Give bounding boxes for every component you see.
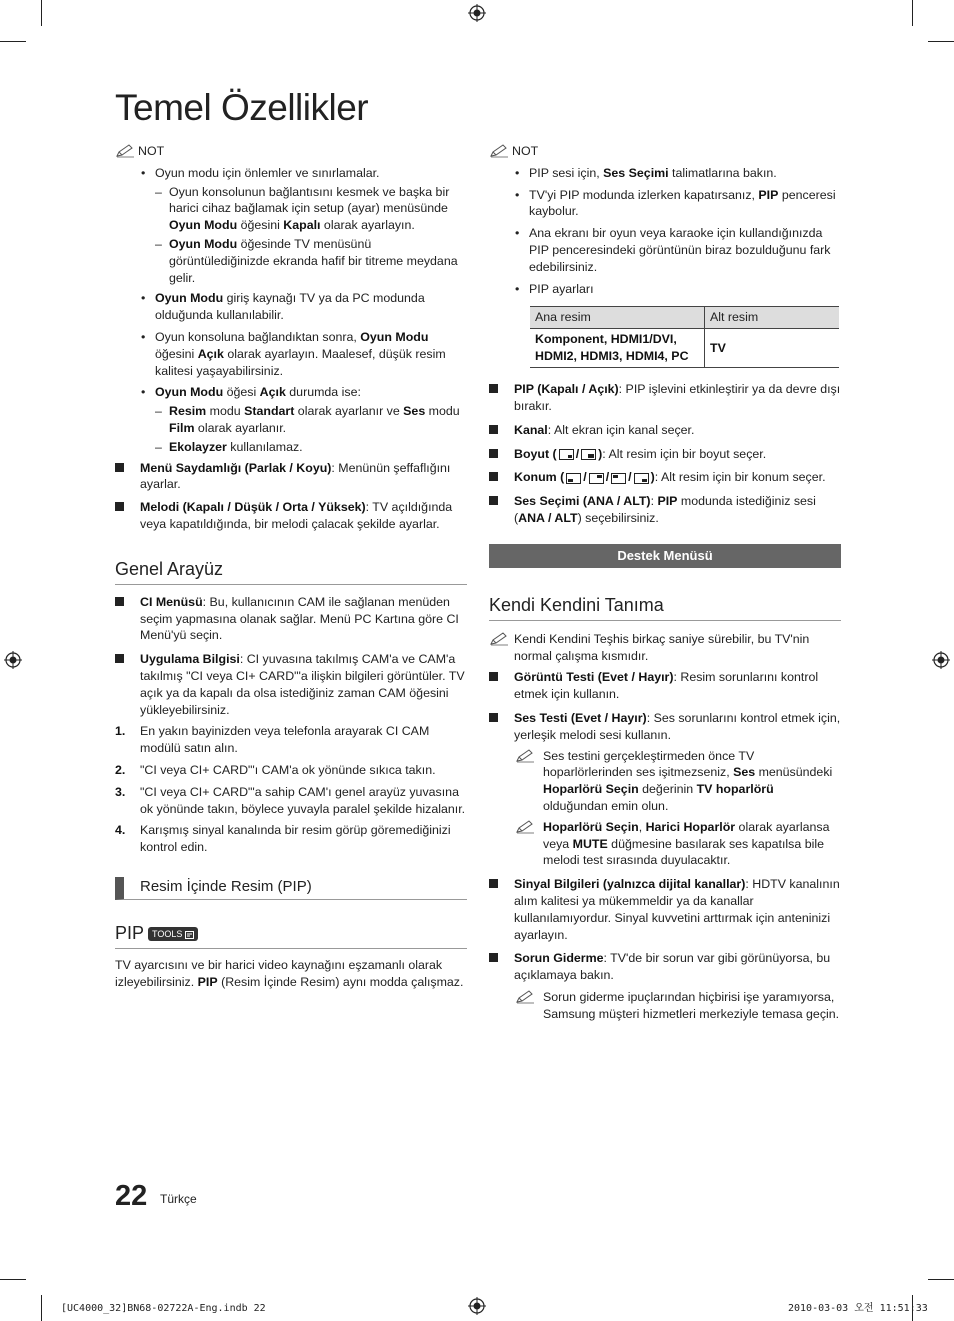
crop-mark <box>912 0 913 26</box>
position-top-right-icon <box>589 473 604 484</box>
crop-mark <box>928 41 954 42</box>
table-header: Ana resim <box>530 307 705 329</box>
registration-mark-icon <box>932 651 950 669</box>
list-item: Ses Seçimi (ANA / ALT): PIP modunda istediğiniz sesi (ANA / ALT) seçebilirsiniz. <box>489 493 841 527</box>
crop-mark <box>41 0 42 26</box>
list-item: 1. En yakın bayinizden veya telefonla arayarak CI CAM modülü satın alın. <box>115 724 430 756</box>
note-label: NOT <box>512 144 539 158</box>
tools-badge: TOOLS <box>148 927 198 941</box>
list-item: – Resim modu Standart olarak ayarlanır ve Ses modu Film olarak ayarlanır. <box>155 404 460 435</box>
table-header: Alt resim <box>705 307 840 329</box>
size-small-icon <box>559 449 574 460</box>
position-top-left-icon <box>611 473 626 484</box>
pip-settings-table <box>530 306 839 368</box>
table-cell: TV <box>705 329 840 368</box>
list-item: Sorun Giderme: TV'de bir sorun var gibi görünüyorsa, bu açıklamaya bakın. <box>489 950 841 984</box>
note-item: Kendi Kendini Teşhis birkaç saniye sürebilir, bu TV'nin normal çalışma kısmıdır. <box>489 631 841 665</box>
list-item: Melodi (Kapalı / Düşük / Orta / Yüksek): TV açıldığında veya kapatıldığında, bir melodi çalacak şekilde ayarlar. <box>115 499 467 533</box>
list-item: • Oyun Modu giriş kaynağı TV ya da PC modunda olduğunda kullanılabilir. <box>141 291 425 323</box>
list-item: • PIP sesi için, Ses Seçimi talimatlarına bakın. <box>515 165 777 180</box>
language-label: Türkçe <box>160 1192 197 1206</box>
crop-mark <box>0 41 26 42</box>
list-item: CI Menüsü: Bu, kullanıcının CAM ile sağlanan menüden seçim yapmasına olanak sağlar. Menü PC Kartına göre CI Menü'yü seçin. <box>115 594 467 644</box>
list-item: Boyut ( / ): Alt resim için bir boyut seçer. <box>489 446 841 463</box>
list-item: Kanal: Alt ekran için kanal seçer. <box>489 422 841 439</box>
pencil-note-icon <box>489 144 509 158</box>
registration-mark-icon <box>4 651 22 669</box>
list-item: – Ekolayzer kullanılamaz. <box>155 439 303 454</box>
list-item: Sinyal Bilgileri (yalnızca dijital kanallar): HDTV kanalının alım kalitesi ya mükemmeldir ya da kanallar kullanılamıyordur. Sinyal kuvvetini arttırmak için anteninizi ayarlayın. <box>489 876 841 943</box>
table-row <box>530 329 839 368</box>
pencil-note-icon <box>489 632 509 646</box>
pip-description: TV ayarcısını ve bir harici video kaynağını eşzamanlı olarak izleyebilirsiniz. PIP (Resim İçinde Resim) aynı modda çalışmaz. <box>115 957 464 989</box>
note-item: Ses testini gerçekleştirmeden önce TV hoparlörlerinden ses işitmezseniz, Ses menüsündeki Hoparlörü Seçin değerinin TV hoparlörü olduğundan emin olun. <box>489 748 841 815</box>
position-bottom-right-icon <box>634 473 649 484</box>
registration-mark-icon <box>468 1297 486 1315</box>
registration-mark-icon <box>468 4 486 22</box>
section-heading-kendi-kendini-tanima: Kendi Kendini Tanıma <box>489 594 841 621</box>
note-label: NOT <box>138 144 165 158</box>
list-item: Görüntü Testi (Evet / Hayır): Resim sorunlarını kontrol etmek için kullanın. <box>489 669 841 703</box>
list-item: – Oyun Modu öğesinde TV menüsünü görüntülediğinizde ekranda hafif bir titreme meydana gelir. <box>155 236 458 285</box>
pencil-note-icon <box>115 144 135 158</box>
left-column <box>115 143 467 990</box>
list-item: PIP (Kapalı / Açık): PIP işlevini etkinleştirir ya da devre dışı bırakır. <box>489 381 841 415</box>
list-item: 2. "CI veya CI+ CARD"'ı CAM'a ok yönünde sıkıca takın. <box>115 762 436 777</box>
list-item: Ses Testi (Evet / Hayır): Ses sorunlarını kontrol etmek için, yerleşik melodi sesi kullanın. <box>489 710 841 744</box>
crop-mark <box>0 1279 26 1280</box>
footer-timestamp: 2010-03-03 오전 11:51:33 <box>788 1303 928 1314</box>
note-item: Hoparlörü Seçin, Harici Hoparlör olarak ayarlansa veya MUTE düğmesine basılarak ses kapatılsa bile melodi test sırasında duyulacaktır. <box>489 819 841 869</box>
page-number: 22 <box>115 1180 148 1212</box>
list-item: – Oyun konsolunun bağlantısını kesmek ve başka bir harici cihaz bağlamak için setup (ayar) menüsünde Oyun Modu öğesini Kapalı olarak ayarlayın. <box>155 184 450 233</box>
page-title: Temel Özellikler <box>115 87 369 128</box>
position-bottom-left-icon <box>566 473 581 484</box>
list-item: • PIP ayarları <box>515 281 594 296</box>
list-item: 3. "CI veya CI+ CARD"'a sahip CAM'ı genel arayüz yuvasına ok yönünde takın, böylece yuvayla paralel şekilde hizalanır. <box>115 784 466 816</box>
crop-mark <box>928 1279 954 1280</box>
list-item: 4. Karışmış sinyal kanalında bir resim görüp göremediğinizi kontrol edin. <box>115 823 451 855</box>
pencil-note-icon <box>515 749 535 763</box>
right-column <box>489 143 841 1022</box>
list-item: Uygulama Bilgisi: CI yuvasına takılmış CAM'a ve CAM'a takılmış "CI veya CI+ CARD"'a ilişkin bilgileri görüntüler. TV açık ya da kapalı da olsa istediğiniz zaman CAM öğesini yükleyebilirsiniz. <box>115 651 467 718</box>
list-item: Konum ( / / / ): Alt resim için bir konum seçer. <box>489 469 841 486</box>
list-item: • TV'yi PIP modunda izlerken kapatırsanız, PIP penceresi kaybolur. <box>515 187 836 219</box>
subsection-heading-pip: Resim İçinde Resim (PIP) <box>115 877 467 900</box>
table-header-row <box>530 307 839 329</box>
note-item: Sorun giderme ipuçlarından hiçbirisi işe yaramıyorsa, Samsung müşteri hizmetleri merkeziyle temasa geçin. <box>489 989 841 1023</box>
section-bar-destek-menusu: Destek Menüsü <box>489 544 841 568</box>
size-large-icon <box>581 449 596 460</box>
list-item: Menü Saydamlığı (Parlak / Koyu): Menünün şeffaflığını ayarlar. <box>115 460 467 494</box>
note-header <box>115 143 467 160</box>
footer-file-info: [UC4000_32]BN68-02722A-Eng.indb 22 <box>61 1303 266 1314</box>
section-heading-pip: PIP TOOLS <box>115 922 467 949</box>
list-item: • Oyun Modu öğesi Açık durumda ise: <box>141 385 361 400</box>
pencil-note-icon <box>515 820 535 834</box>
note-header <box>489 143 841 160</box>
list-item: • Oyun modu için önlemler ve sınırlamalar. <box>141 165 380 180</box>
crop-mark <box>41 1295 42 1321</box>
pencil-note-icon <box>515 990 535 1004</box>
table-cell: Komponent, HDMI1/DVI, HDMI2, HDMI3, HDMI4, PC <box>530 329 705 368</box>
list-item: • Oyun konsoluna bağlandıktan sonra, Oyun Modu öğesini Açık olarak ayarlayın. Maalesef, düşük resim kalitesi yaşayabilirsiniz. <box>141 329 446 378</box>
tools-icon <box>185 931 194 939</box>
section-heading-genel-arayuz: Genel Arayüz <box>115 558 467 585</box>
list-item: • Ana ekranı bir oyun veya karaoke için kullandığınızda PIP penceresindeki görüntünün biraz bozulduğunu fark edebilirsiniz. <box>515 226 831 274</box>
